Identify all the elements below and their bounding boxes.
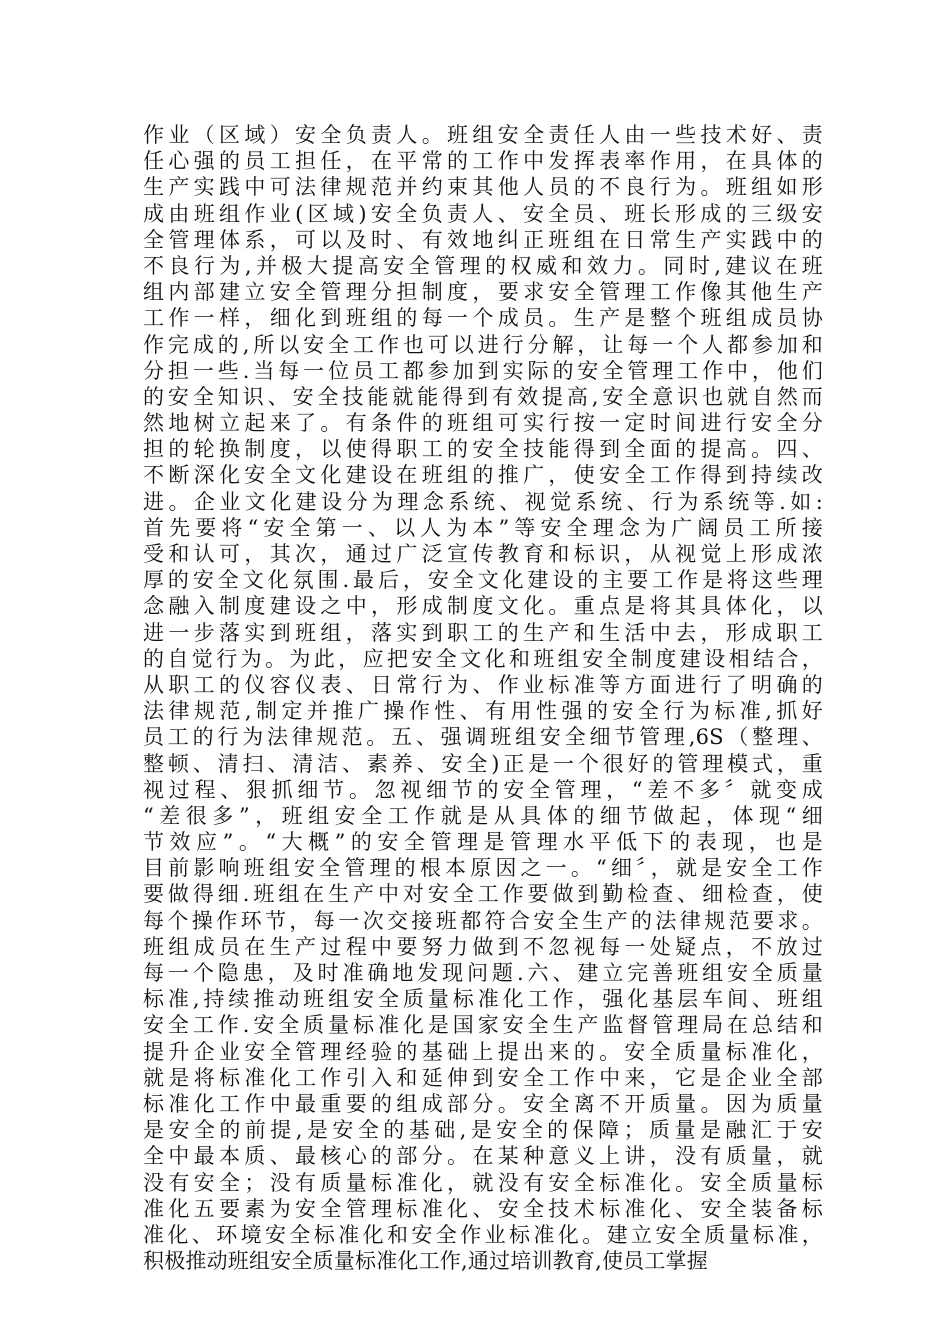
text-line: 是安全的前提,是安全的基础,是安全的保障；质量是融汇于安 xyxy=(143,1118,823,1143)
text-line: 全管理体系，可以及时、有效地纠正班组在日常生产实践中的 xyxy=(143,227,823,252)
text-line: 进一步落实到班组，落实到职工的生产和生活中去，形成职工 xyxy=(143,620,823,645)
text-line: 任心强的员工担任，在平常的工作中发挥表率作用，在具体的 xyxy=(143,149,823,174)
text-line: 要做得细.班组在生产中对安全工作要做到勤检查、细检查，使 xyxy=(143,882,823,907)
document-body xyxy=(143,122,823,1274)
text-line: 念融入制度建设之中，形成制度文化。重点是将其具体化，以 xyxy=(143,594,823,619)
text-line: 准化五要素为安全管理标准化、安全技术标准化、安全装备标 xyxy=(143,1196,823,1221)
text-line: 分担一些.当每一位员工都参加到实际的安全管理工作中，他们 xyxy=(143,358,823,383)
text-line: 提升企业安全管理经验的基础上提出来的。安全质量标准化， xyxy=(143,1039,823,1064)
text-line: 全中最本质、最核心的部分。在某种意义上讲，没有质量，就 xyxy=(143,1144,823,1169)
text-line: 从职工的仪容仪表、日常行为、作业标准等方面进行了明确的 xyxy=(143,672,823,697)
text-line: 不断深化安全文化建设在班组的推广，使安全工作得到持续改 xyxy=(143,463,823,488)
text-line: 生产实践中可法律规范并约束其他人员的不良行为。班组如形 xyxy=(143,175,823,200)
text-line: 成由班组作业(区域)安全负责人、安全员、班长形成的三级安 xyxy=(143,201,823,226)
text-line: 安全工作.安全质量标准化是国家安全生产监督管理局在总结和 xyxy=(143,1013,823,1038)
text-line: 受和认可，其次，通过广泛宣传教育和标识，从视觉上形成浓 xyxy=(143,542,823,566)
text-line: 准化、环境安全标准化和安全作业标准化。建立安全质量标准， xyxy=(143,1222,823,1247)
text-line: 标准化工作中最重要的组成部分。安全离不开质量。因为质量 xyxy=(143,1091,823,1116)
text-line: 目前影响班组安全管理的根本原因之一。“细〞，就是安全工作 xyxy=(143,856,823,881)
text-line: 首先要将“安全第一、以人为本”等安全理念为广阔员工所接 xyxy=(143,515,823,540)
text-line: 厚的安全文化氛围.最后，安全文化建设的主要工作是将这些理 xyxy=(143,568,823,593)
text-line: 标准,持续推动班组安全质量标准化工作，强化基层车间、班组 xyxy=(143,987,823,1012)
text-line: 不良行为,并极大提高安全管理的权威和效力。同时,建议在班 xyxy=(143,253,823,278)
text-line: 的安全知识、安全技能就能得到有效提高,安全意识也就自然而 xyxy=(143,384,823,409)
text-line: “差很多”，班组安全工作就是从具体的细节做起，体现“细 xyxy=(143,803,823,828)
text-line: 就是将标准化工作引入和延伸到安全工作中来，它是企业全部 xyxy=(143,1065,823,1090)
text-line: 作业（区域）安全负责人。班组安全责任人由一些技术好、责 xyxy=(143,123,823,147)
text-line: 工作一样，细化到班组的每一个成员。生产是整个班组成员协 xyxy=(143,306,823,331)
text-line: 作完成的,所以安全工作也可以进行分解，让每一个人都参加和 xyxy=(143,332,823,357)
text-line: 每一个隐患，及时准确地发现问题.六、建立完善班组安全质量 xyxy=(143,961,823,985)
text-line: 节效应”。“大概”的安全管理是管理水平低下的表现，也是 xyxy=(143,830,823,855)
text-line: 积极推动班组安全质量标准化工作,通过培训教育,使员工掌握 xyxy=(143,1249,708,1274)
text-line: 组内部建立安全管理分担制度，要求安全管理工作像其他生产 xyxy=(143,280,823,305)
text-line: 的自觉行为。为此，应把安全文化和班组安全制度建设相结合， xyxy=(143,646,823,671)
text-line: 每个操作环节，每一次交接班都符合安全生产的法律规范要求。 xyxy=(143,908,823,933)
text-line: 视过程、狠抓细节。忽视细节的安全管理，“差不多〞就变成 xyxy=(143,777,823,802)
text-line: 没有安全；没有质量标准化，就没有安全标准化。安全质量标 xyxy=(143,1170,823,1195)
text-line: 担的轮换制度，以使得职工的安全技能得到全面的提高。四、 xyxy=(143,437,823,462)
text-line: 然地树立起来了。有条件的班组可实行按一定时间进行安全分 xyxy=(143,411,823,436)
text-line: 进。企业文化建设分为理念系统、视觉系统、行为系统等.如: xyxy=(143,489,823,514)
text-line: 班组成员在生产过程中要努力做到不忽视每一处疑点，不放过 xyxy=(143,934,823,959)
text-line: 员工的行为法律规范。五、强调班组安全细节管理,6S（整理、 xyxy=(143,725,823,750)
text-line: 法律规范,制定并推广操作性、有用性强的安全行为标准,抓好 xyxy=(143,699,823,724)
text-line: 整顿、清扫、清洁、素养、安全)正是一个很好的管理模式，重 xyxy=(143,751,823,776)
